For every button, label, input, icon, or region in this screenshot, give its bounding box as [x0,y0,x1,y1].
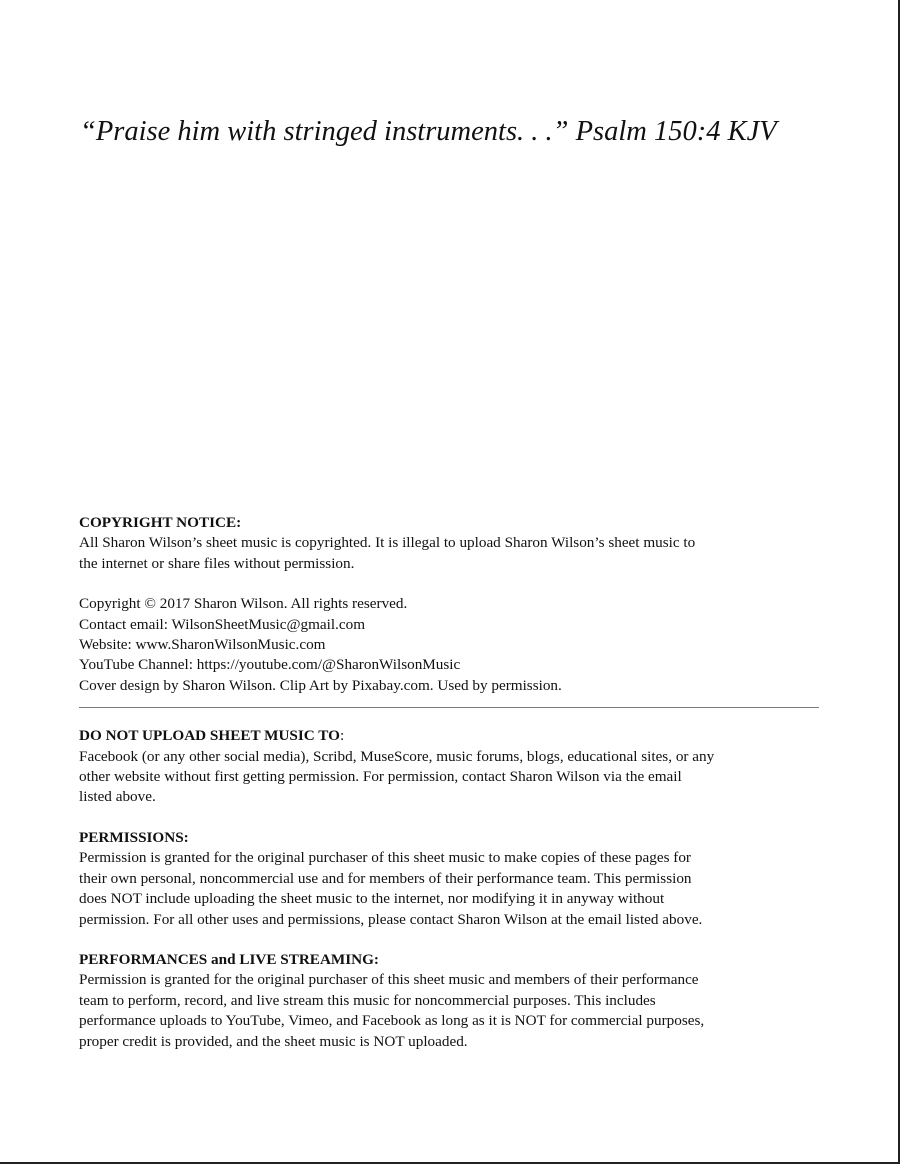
performances-section [79,950,819,1052]
do-not-upload-line: listed above. [79,788,156,806]
permissions-line: their own personal, noncommercial use and for members of their performance team. This permission [79,869,692,887]
do-not-upload-line: other website without first getting permission. For permission, contact Sharon Wilson via the email [79,768,682,786]
cover-credit: Cover design by Sharon Wilson. Clip Art by Pixabay.com. Used by permission. [79,676,562,694]
do-not-upload-body [79,747,819,808]
scripture-quote: “Praise him with stringed instruments. . .” Psalm 150:4 KJV [80,116,777,147]
permissions-line: does NOT include uploading the sheet music to the internet, nor modifying it in anyway without [79,890,665,908]
permissions-heading: PERMISSIONS: [79,828,189,846]
permissions-section [79,828,819,930]
copyright-body [79,533,819,574]
contact-email: Contact email: WilsonSheetMusic@gmail.com [79,615,366,633]
permissions-line: Permission is granted for the original purchaser of this sheet music to make copies of these pages for [79,849,691,867]
do-not-upload-section [79,726,819,808]
copyright-section [79,513,819,696]
do-not-upload-heading-text: DO NOT UPLOAD SHEET MUSIC TO [79,727,340,745]
spacer [79,574,819,594]
do-not-upload-line: Facebook (or any other social media), Scribd, MuseScore, music forums, blogs, educational sites, or any [79,747,715,765]
spacer [79,930,819,950]
copyright-body-line: All Sharon Wilson’s sheet music is copyrighted. It is illegal to upload Sharon Wilson’s sheet music to [79,534,696,552]
do-not-upload-heading [79,726,819,746]
performances-body [79,970,819,1052]
permissions-line: permission. For all other uses and permissions, please contact Sharon Wilson at the email listed above. [79,910,703,928]
spacer [79,808,819,828]
section-divider [79,707,819,708]
copyright-notice-block [79,513,819,1052]
performances-heading: PERFORMANCES and LIVE STREAMING: [79,950,379,968]
copyright-heading: COPYRIGHT NOTICE: [79,514,242,531]
copyright-details [79,594,819,696]
do-not-upload-heading-colon: : [339,727,345,745]
permissions-body [79,848,819,930]
copyright-body-line: the internet or share files without permission. [79,554,355,572]
performances-line: performance uploads to YouTube, Vimeo, and Facebook as long as it is NOT for commercial purposes, [79,1012,705,1030]
performances-line: Permission is granted for the original purchaser of this sheet music and members of their performance [79,971,699,989]
copyright-line: Copyright © 2017 Sharon Wilson. All rights reserved. [79,595,408,613]
performances-line: proper credit is provided, and the sheet music is NOT uploaded. [79,1032,468,1050]
performances-line: team to perform, record, and live stream this music for noncommercial purposes. This includes [79,991,656,1009]
youtube-channel: YouTube Channel: https://youtube.com/@SharonWilsonMusic [79,656,461,674]
website: Website: www.SharonWilsonMusic.com [79,636,326,654]
